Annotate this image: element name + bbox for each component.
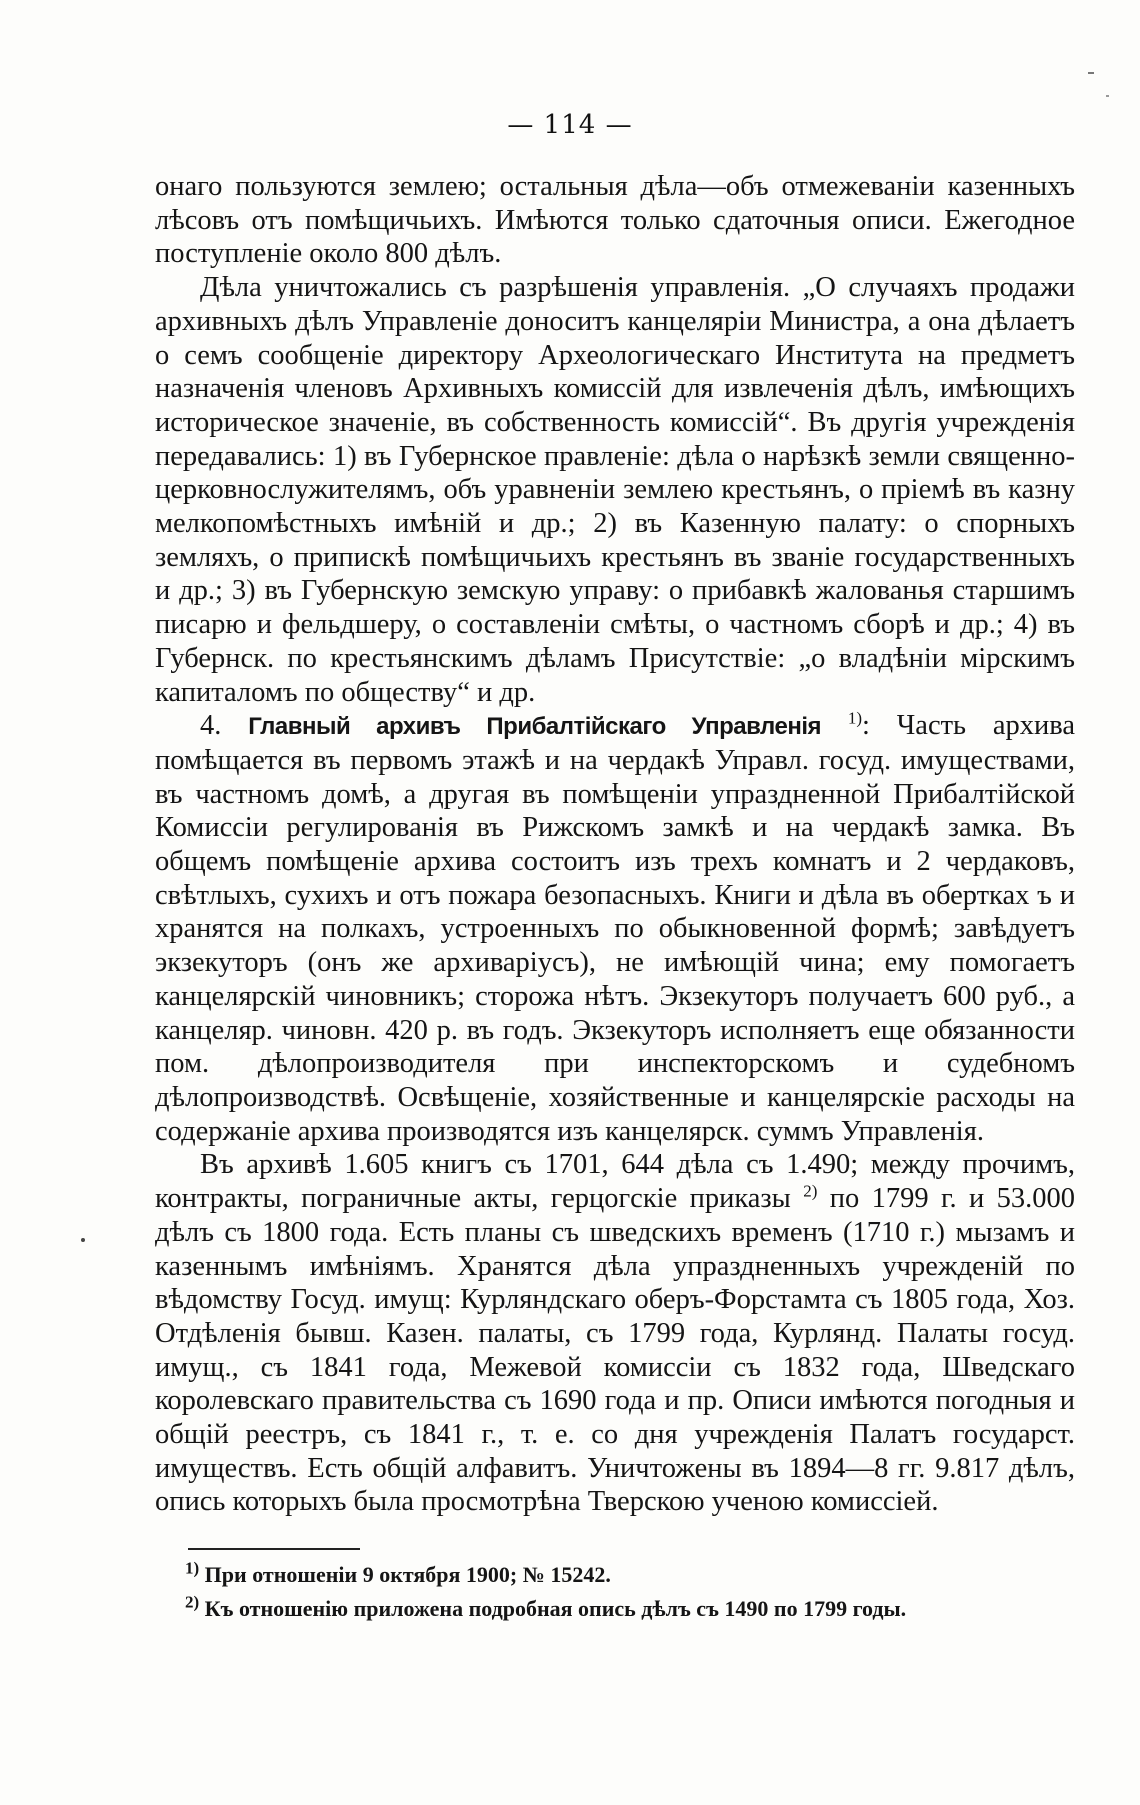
footnote-ref-1: 1)	[847, 708, 863, 728]
section-number: 4.	[200, 710, 222, 742]
paragraph-1: онаго пользуются землею; остальныя дѣла—объ отмежеванiи казенныхъ лѣсовъ отъ помѣщичьихъ. Имѣются только сдаточныя описи. Ежегодное поступленiе около 800 дѣлъ.	[155, 171, 1075, 270]
paragraph-2: Дѣла уничтожались съ разрѣшенiя управленiя. „О случаяхъ продажи архивныхъ дѣлъ Управленiе доноситъ канцелярiи Министра, а она дѣлаетъ о семъ сообщенiе директору Археологическаго Института на предметъ назначенiя членовъ Архивныхъ комиссiй для извлеченiя дѣлъ, имѣющихъ историческое значенiе, въ собственность комиссiй“. Въ другiя учрежденiя передавались: 1) въ Губернское правленiе: дѣла о нарѣзкѣ земли священно-церковнослужителямъ, объ уравненiи землею крестьянъ, о прiемѣ въ казну мелкопомѣстныхъ имѣнiй и др.; 2) въ Казенную палату: о спорныхъ земляхъ, о припискѣ помѣщичьихъ крестьянъ въ званiе государственныхъ и др.; 3) въ Губернскую земскую управу: о прибавкѣ жалованья старшимъ писарю и фельдшеру, о составленiи смѣты, о частномъ сборѣ и др.; 4) въ Губернск. по крестьянскимъ дѣламъ Присутствiе: „о владѣнiи мiрскимъ капиталомъ по обществу“ и др.	[155, 272, 1075, 708]
paragraph-4-text-a: Въ архивѣ 1.605 книгъ съ 1701, 644 дѣла съ 1.490; между прочимъ, контракты, пограничные акты, герцогскiе приказы	[155, 1149, 1075, 1215]
section-heading: Главный архивъ Прибалтiйскаго Управленiя	[248, 713, 822, 741]
footnote-1-mark: 1)	[185, 1558, 200, 1578]
paragraph-3-text: : Часть архива помѣщается въ первомъ этажѣ и на чердакѣ Управл. госуд. имуществами, въ частномъ домѣ, а другая въ помѣщенiи упраздненной Прибалтiйской Комиссiи регулированiя въ Рижскомъ замкѣ и на чердакѣ замка. Въ общемъ помѣщенiе архива состоитъ изъ трехъ комнатъ и 2 чердаковъ, свѣтлыхъ, сухихъ и отъ пожара безопасныхъ. Книги и дѣла въ обертках ъ и хранятся на полкахъ, устроенныхъ по обыкновенной формѣ; завѣдуетъ экзекуторъ (онъ же архиварiусъ), не имѣющiй чина; ему помогаетъ канцелярскiй чиновникъ; сторожа нѣтъ. Экзекуторъ получаетъ 600 руб., а канцеляр. чиновн. 420 р. въ годъ. Экзекуторъ исполняетъ еще обязанности пом. дѣлопроизводителя при инспекторскомъ и судебномъ дѣлопроизводствѣ. Освѣщенiе, хозяйственные и канцелярскiе расходы на содержанiе архива производятся изъ канцелярск. суммъ Управленiя.	[155, 710, 1076, 1147]
footnote-1-text: При отношенiи 9 октября 1900; № 15242.	[199, 1562, 611, 1587]
page-number: — 114 —	[507, 110, 633, 140]
paragraph-4-text-b: по 1799 г. и 53.000 дѣлъ съ 1800 года. Есть планы съ шведскихъ временъ (1710 г.) мызамъ и казеннымъ имѣнiямъ. Хранятся дѣла упраздненныхъ учрежденiй по вѣдомству Госуд. имущ: Курляндскаго оберъ-Форстамта съ 1805 года, Хоз. Отдѣленiя бывш. Казен. палаты, съ 1799 года, Курлянд. Палаты госуд. имущ., съ 1841 года, Межевой комиссiи съ 1832 года, Шведскаго королевскаго правительства съ 1690 года и пр. Описи имѣются погодныя и общiй реестръ, съ 1841 г., т. е. со дня учрежденiя Палатъ государст. имуществъ. Есть общiй алфавитъ. Уничтожены въ 1894—8 гг. 9.817 дѣлъ, опись которыхъ была просмотрѣна Тверскою ученою комиссiей.	[155, 1183, 1076, 1518]
footnote-ref-2: 2)	[803, 1181, 818, 1201]
footnote-2-mark: 2)	[185, 1592, 200, 1612]
speck	[1106, 95, 1109, 97]
speck	[81, 1238, 85, 1242]
speck	[1088, 72, 1094, 74]
footnote-2-text: Къ отношенiю приложена подробная опись дѣлъ съ 1490 по 1799 годы.	[199, 1596, 907, 1621]
